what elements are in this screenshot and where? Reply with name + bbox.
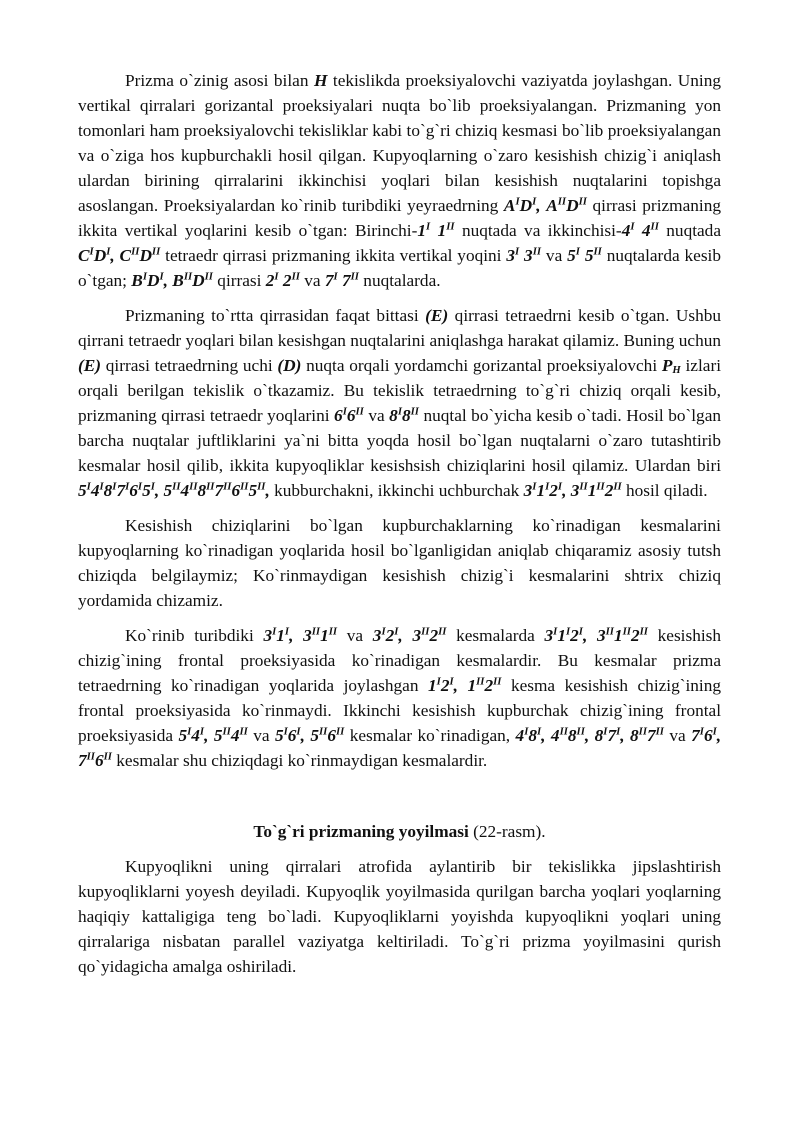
text-run: qirrasi tetraedrni kesib o`tgan. Ushbu qirrani tetraedr yoqlari bilan kesishgan nuqtalarini aniqlashga harakat qilamiz. Buning uchun — [78, 306, 721, 350]
math-notation: 3 — [544, 626, 554, 645]
math-notation: I — [150, 480, 155, 493]
math-notation: I — [187, 725, 192, 738]
math-notation: II — [151, 245, 161, 258]
math-notation: II — [355, 405, 364, 418]
paragraph-2 — [78, 303, 721, 503]
math-notation: I — [603, 725, 608, 738]
math-notation: , 5 — [204, 726, 223, 745]
math-notation: II — [579, 480, 588, 493]
math-notation: II — [189, 480, 198, 493]
math-notation: I — [125, 480, 130, 493]
text-run: va — [337, 626, 373, 645]
math-notation: 8 — [567, 726, 577, 745]
math-notation: 3 — [523, 481, 533, 500]
math-notation: I — [537, 725, 542, 738]
math-notation: 7 — [647, 726, 656, 745]
math-notation: II — [476, 675, 485, 688]
math-notation: I — [515, 245, 520, 258]
math-notation: 7 — [691, 726, 700, 745]
text-run: kesishish chizig`ining frontal proeksiyasida ko`rinadigan kesmalardir. Bu kesmalar prizma tetraedrning ko`rinadigan yoqlarida joylashgan — [78, 626, 722, 695]
math-notation: II — [257, 480, 266, 493]
math-notation: 7 — [337, 271, 351, 290]
math-notation: 2 — [440, 676, 450, 695]
text-run: Kesishish chiziqlarini bo`lgan kupburchaklarning ko`rinadigan kesmalarini kupyoqlarning ko`rinadigan yoqlarida hosil bo`lganligidan aniqlab chiqaramiz asosiy tutsh chiziqda belgilaymiz; Ko`rinmaydigan kesishish chizig`i kesmalarini shtrix chiziq yordamida chizamiz. — [78, 516, 721, 610]
math-notation: , 4 — [541, 726, 560, 745]
math-notation: 1 — [613, 626, 623, 645]
math-notation: 3 — [519, 246, 533, 265]
math-notation: A — [503, 196, 516, 215]
math-notation: 5 — [178, 726, 188, 745]
math-notation: II — [622, 625, 631, 638]
math-notation: I — [86, 480, 91, 493]
text-run: Ko`rinib turibdiki — [125, 626, 264, 645]
math-notation: , 3 — [398, 626, 422, 645]
math-notation: 4 — [180, 481, 190, 500]
math-notation: 1 — [557, 626, 566, 645]
math-notation: (E) — [425, 306, 449, 325]
math-notation: II — [410, 405, 419, 418]
math-notation: I — [283, 725, 288, 738]
math-notation: , C — [110, 246, 132, 265]
section-heading-figure-ref: (22-rasm). — [468, 822, 546, 841]
math-notation: II — [335, 725, 345, 738]
math-notation: 1 — [276, 626, 285, 645]
math-notation: 5 — [142, 481, 151, 500]
math-notation: 6 — [327, 726, 336, 745]
math-notation: , — [154, 481, 160, 500]
math-notation: 4 — [230, 726, 240, 745]
math-notation: 5 — [248, 481, 258, 500]
math-notation: I — [89, 245, 94, 258]
math-notation: I — [284, 625, 290, 638]
math-notation: (D) — [277, 356, 302, 375]
math-notation: I — [565, 625, 571, 638]
math-notation: 3 — [263, 626, 273, 645]
text-run: nuqtal bo`yicha kesib o`tadi. Hosil bo`lgan barcha nuqtalar juftliklarini ya`ni bitta yoqda hosil bo`lgan nuqtalarni o`zaro tutashtirib kesmalar hosil qilib, ikkita kupyoqliklar kesishsish chiziqlarini hosil qilamiz. Ulardan biri — [78, 406, 722, 475]
math-notation: I — [99, 480, 104, 493]
math-notation: II — [532, 245, 542, 258]
math-notation: 8 — [528, 726, 537, 745]
math-notation: 7 — [324, 271, 334, 290]
math-notation: (E) — [78, 356, 102, 375]
text-run: nuqtalarda. — [358, 271, 441, 290]
text-run: Prizma o`zinig asosi bilan — [125, 71, 314, 90]
math-notation: 6 — [703, 726, 713, 745]
text-run: nuqta orqali yordamchi gorizantal proeksiyalovchi — [301, 356, 662, 375]
math-notation: II — [613, 480, 622, 493]
math-notation: II — [240, 480, 249, 493]
math-notation: II — [291, 270, 300, 283]
math-notation: 4 — [634, 221, 651, 240]
math-notation: I — [272, 625, 277, 638]
math-notation: 6 — [287, 726, 297, 745]
math-notation: 2 — [385, 626, 395, 645]
text-run: tekislikda proeksiyalovchi vaziyatda joylashgan. Uning vertikal qirralari gorizantal proeksiyalari nuqta bo`lib proeksiyalangan. Prizmaning yon tomonlari ham proeksiyalovchi tekisliklar kabi to`g`ri chiziq kesmasi bo`lib proeksiyalangan va o`ziga hos kupburchakli hosil qilgan. Kupyoqlarning o`zaro kesishish chizig`i aniqlash ulardan birining qirralarini ikkinchisi yoqlari bilan kesishish nuqtalarini topishga asoslangan. Proeksiyalardan ko`rinib turibdiki yeyraedrning — [78, 71, 721, 215]
text-run: hosil qiladi. — [621, 481, 708, 500]
math-notation: I — [630, 220, 635, 233]
math-notation: I — [575, 245, 580, 258]
math-notation: I — [425, 220, 431, 233]
text-run: kesmalar ko`rinadigan, — [344, 726, 516, 745]
text-run: kesmalar shu chiziqdagi ko`rinmaydigan kesmalardir. — [111, 751, 488, 770]
math-notation: 2 — [549, 481, 558, 500]
math-notation: D — [146, 271, 160, 290]
math-notation: 2 — [484, 676, 494, 695]
math-notation: I — [394, 625, 399, 638]
math-notation: II — [578, 195, 587, 208]
math-notation: II — [206, 480, 215, 493]
math-notation: I — [616, 725, 621, 738]
math-notation: 5 — [163, 481, 173, 500]
math-notation: 2 — [570, 626, 579, 645]
math-notation: , 8 — [620, 726, 639, 745]
math-notation: II — [446, 220, 455, 233]
math-notation: II — [86, 750, 95, 763]
math-notation: 5 — [78, 481, 87, 500]
paragraph-5 — [78, 854, 721, 979]
math-notation: 6 — [346, 406, 356, 425]
math-notation: 6 — [334, 406, 343, 425]
math-notation: , — [265, 481, 270, 500]
text-run: va — [541, 246, 568, 265]
math-notation: I — [142, 270, 147, 283]
math-notation: H — [313, 71, 328, 90]
math-notation: 8 — [389, 406, 398, 425]
paragraph-3 — [78, 513, 721, 613]
math-notation: I — [557, 480, 563, 493]
math-notation: , 1 — [453, 676, 477, 695]
math-notation: 5 — [579, 246, 594, 265]
text-run: va — [247, 726, 275, 745]
text-run: qirrasi tetraedrning uchi — [101, 356, 278, 375]
text-run: nuqtalarda kesib o`tgan; — [78, 246, 721, 290]
math-notation: I — [436, 675, 441, 688]
math-notation: I — [545, 480, 550, 493]
text-run: qirrasi prizmaning ikkita vertikal yoqlarini kesib o`tgan: Birinchi- — [78, 196, 721, 240]
text-run: kubburchakni, ikkinchi uchburchak — [269, 481, 524, 500]
math-notation: , 7 — [78, 726, 722, 770]
math-notation: 1 — [536, 481, 546, 500]
math-notation: I — [112, 480, 117, 493]
math-notation: , 5 — [300, 726, 319, 745]
math-notation: II — [576, 725, 585, 738]
math-notation: , 3 — [289, 626, 312, 645]
math-notation: 4 — [515, 726, 525, 745]
math-notation: 4 — [90, 481, 100, 500]
math-notation: D — [566, 196, 579, 215]
math-notation: B — [131, 271, 143, 290]
math-notation: I — [106, 245, 111, 258]
math-notation: I — [712, 725, 717, 738]
math-notation: 1 — [428, 676, 437, 695]
math-notation: , 8 — [584, 726, 604, 745]
math-notation: 8 — [103, 481, 113, 500]
math-notation: 2 — [265, 271, 275, 290]
math-notation: I — [381, 625, 386, 638]
math-notation: II — [655, 725, 664, 738]
math-notation: 2 — [630, 626, 640, 645]
math-notation: II — [172, 480, 181, 493]
text-run: nuqtada — [658, 221, 721, 240]
math-notation: II — [311, 625, 321, 638]
math-notation: P — [661, 356, 673, 375]
text-run: va — [363, 406, 390, 425]
math-notation: 1 — [430, 221, 447, 240]
paragraph-4 — [78, 623, 721, 773]
math-notation: II — [493, 675, 502, 688]
math-notation: 1 — [587, 481, 597, 500]
math-notation: , 3 — [562, 481, 580, 500]
math-notation: II — [650, 220, 659, 233]
math-notation: I — [199, 725, 205, 738]
math-notation: I — [137, 480, 143, 493]
math-notation: D — [519, 196, 533, 215]
math-notation: , B — [163, 271, 184, 290]
math-notation: II — [183, 270, 193, 283]
math-notation: II — [204, 270, 213, 283]
text-run: qirrasi — [212, 271, 266, 290]
math-notation: I — [699, 725, 704, 738]
math-notation: II — [605, 625, 614, 638]
text-run: kesma kesishish chizig`ining frontal proeksiyasida ko`rinmaydi. Ikkinchi kesishish kupburchak chizig`ining frontal proeksiyasida — [78, 676, 722, 745]
math-notation: 1 — [417, 221, 426, 240]
math-notation: 2 — [429, 626, 439, 645]
math-notation: II — [223, 480, 232, 493]
text-run: va — [663, 726, 692, 745]
math-notation: A — [546, 196, 558, 215]
math-notation: C — [78, 246, 90, 265]
math-notation: , 3 — [582, 626, 606, 645]
math-notation: II — [318, 725, 328, 738]
math-notation: I — [342, 405, 347, 418]
math-notation: II — [328, 625, 338, 638]
math-notation: 8 — [401, 406, 411, 425]
math-notation: 7 — [116, 481, 126, 500]
math-notation: 3 — [506, 246, 515, 265]
math-notation: I — [296, 725, 301, 738]
math-notation: II — [557, 195, 567, 208]
math-notation: I — [532, 195, 537, 208]
math-notation: I — [449, 675, 454, 688]
math-notation: 4 — [621, 221, 631, 240]
math-notation: 2 — [278, 271, 292, 290]
math-notation: I — [515, 195, 520, 208]
math-notation: 6 — [94, 751, 104, 770]
math-notation: 1 — [320, 626, 329, 645]
math-notation: 2 — [604, 481, 614, 500]
text-run: Kupyoqlikni uning qirralari atrofida aylantirib bir tekislikka jipslashtirish kupyoqliklarni yoyesh deyiladi. Kupyoqlik yoyilmasida qurilgan barcha yoqlari yoqlarning haqiqiy kattaligiga teng bo`ladi. Kupyoqliklarni yoyishda kupyoqlikni yoqlari uning qirralariga nisbatan parallel vaziyatga keltiriladi. To`g`ri prizma yoyilmasini qurish qo`yidagicha amalga oshiriladi. — [78, 857, 721, 976]
math-notation: 5 — [274, 726, 284, 745]
math-notation: I — [274, 270, 279, 283]
math-notation: I — [333, 270, 338, 283]
math-notation: II — [421, 625, 430, 638]
math-notation: I — [397, 405, 402, 418]
math-notation: 7 — [607, 726, 617, 745]
math-notation: II — [239, 725, 248, 738]
text-run: Prizmaning to`rtta qirrasidan faqat bittasi — [125, 306, 426, 325]
math-notation: 8 — [197, 481, 207, 500]
math-notation: II — [222, 725, 231, 738]
math-notation: 6 — [129, 481, 138, 500]
document-page — [78, 68, 721, 989]
math-notation: II — [438, 625, 447, 638]
math-notation: I — [532, 480, 537, 493]
math-notation: I — [159, 270, 164, 283]
math-notation: II — [103, 750, 112, 763]
math-notation: 4 — [191, 726, 200, 745]
math-notation: I — [524, 725, 529, 738]
math-notation: D — [192, 271, 205, 290]
math-notation: 3 — [372, 626, 382, 645]
math-notation: II — [350, 270, 359, 283]
text-run: va — [299, 271, 325, 290]
text-run: nuqtada va ikkinchisi- — [454, 221, 622, 240]
math-notation: , — [536, 196, 541, 215]
section-heading-title: To`g`ri prizmaning yoyilmasi — [253, 822, 469, 841]
paragraph-1 — [78, 68, 721, 293]
math-notation: II — [596, 480, 605, 493]
math-notation: II — [593, 245, 602, 258]
math-notation: I — [553, 625, 558, 638]
text-run: izlari orqali berilgan tekislik o`tkazamiz. Bu tekislik tetraedrning to`g`ri chiziq orqali kesib, prizmaning qirrasi tetraedr yoqlarini — [78, 356, 721, 425]
math-notation: 5 — [567, 246, 576, 265]
text-run: tetraedr qirrasi prizmaning ikkita vertikal yoqini — [160, 246, 507, 265]
section-heading — [78, 819, 721, 844]
math-notation: II — [638, 725, 647, 738]
math-notation: I — [578, 625, 583, 638]
math-notation: D — [139, 246, 152, 265]
math-notation: II — [559, 725, 568, 738]
math-notation: II — [131, 245, 140, 258]
text-run: kesmalarda — [446, 626, 545, 645]
math-notation: 7 — [214, 481, 224, 500]
math-notation: D — [93, 246, 107, 265]
math-notation: H — [672, 364, 681, 377]
math-notation: II — [639, 625, 648, 638]
math-notation: 6 — [231, 481, 241, 500]
